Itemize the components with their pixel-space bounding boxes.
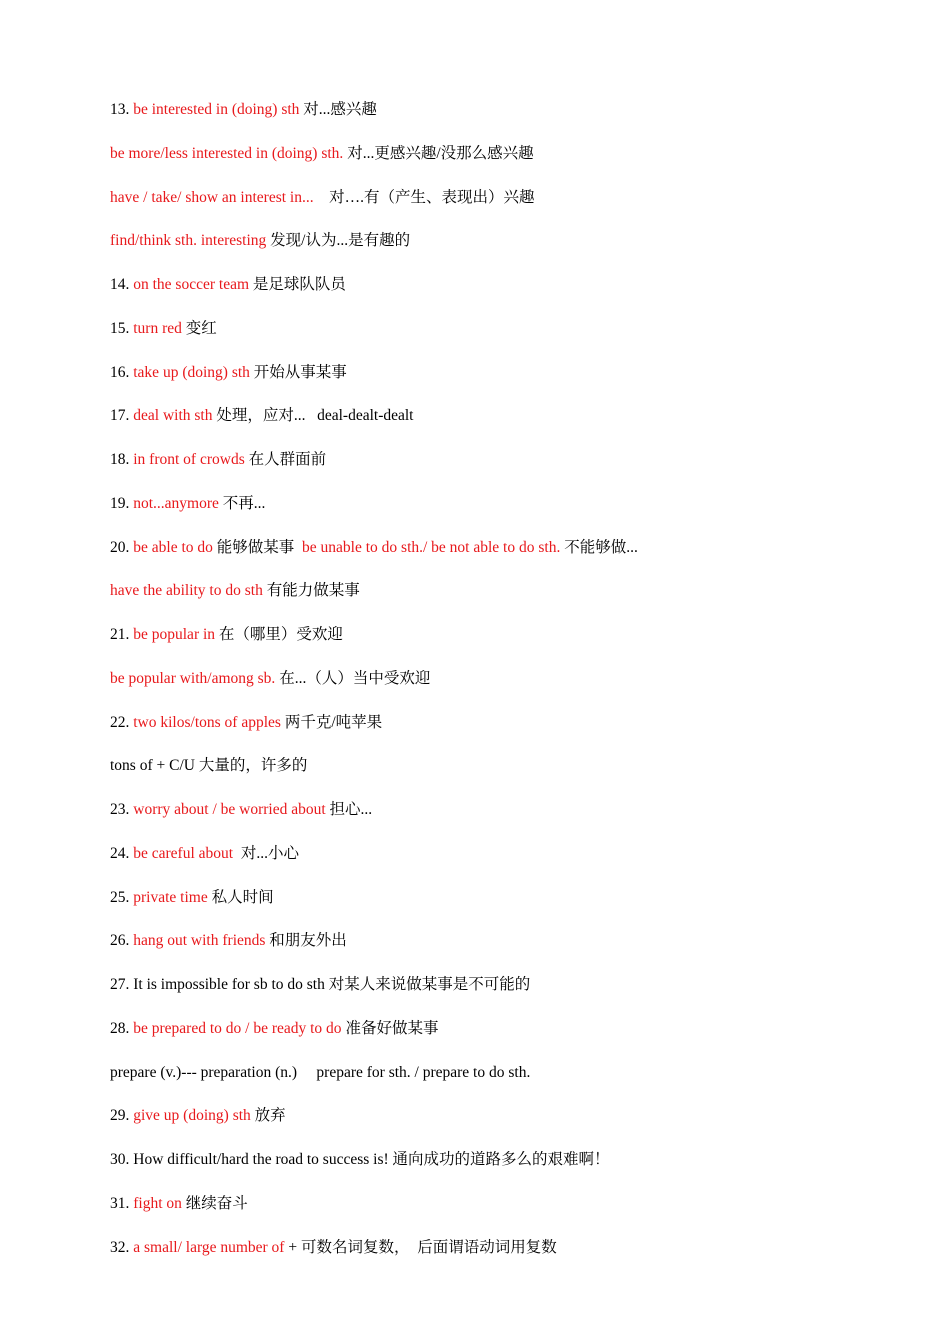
phrase-line: [110, 405, 890, 449]
phrase-highlight: give up (doing) sth: [133, 1107, 251, 1125]
phrase-line: [110, 449, 890, 493]
phrase-text: 不能够做...: [560, 538, 638, 556]
phrase-highlight: be able to do: [133, 538, 213, 556]
phrase-text: tons of + C/U 大量的，许多的: [110, 757, 308, 775]
phrase-text: 能够做某事: [212, 538, 303, 556]
phrase-text: 31.: [110, 1194, 134, 1212]
phrase-text: prepare (v.)--- preparation (n.) prepare for sth. / prepare to do sth.: [110, 1063, 531, 1081]
phrase-highlight: be interested in (doing) sth: [133, 101, 300, 118]
phrase-line: [110, 143, 890, 187]
phrase-line: [110, 1193, 890, 1237]
phrase-line: [110, 493, 890, 537]
phrase-line: [110, 1149, 890, 1193]
phrase-highlight: take up (doing) sth: [133, 363, 250, 381]
phrase-highlight: fight on: [133, 1194, 182, 1212]
phrase-highlight: turn red: [133, 319, 182, 337]
phrase-line: [110, 974, 890, 1018]
phrase-highlight: be unable to do sth./ be not able to do sth.: [302, 538, 561, 556]
phrase-line: [110, 318, 890, 362]
phrase-text: 有能力做某事: [262, 582, 360, 600]
phrase-line: [110, 799, 890, 843]
phrase-highlight: be more/less interested in (doing) sth.: [110, 144, 344, 162]
phrase-line: [110, 274, 890, 318]
phrase-text: + 可数名词复数， 后面谓语动词用复数: [284, 1238, 557, 1256]
phrase-text: 13.: [110, 101, 134, 118]
phrase-highlight: worry about / be worried about: [133, 801, 326, 818]
phrase-text: 处理，应对... deal-dealt-dealt: [212, 407, 414, 425]
phrase-text: 对...更感兴趣/没那么感兴趣: [343, 144, 534, 162]
phrase-line: [110, 362, 890, 406]
phrase-text: 私人时间: [207, 888, 274, 906]
phrase-line: [110, 712, 890, 756]
phrase-text: 放弃: [250, 1107, 286, 1125]
phrase-text: 29.: [110, 1107, 134, 1125]
phrase-text: 24.: [110, 844, 134, 862]
phrase-line: [110, 1237, 890, 1281]
phrase-highlight: not...anymore: [133, 494, 219, 512]
phrase-line: [110, 1105, 890, 1149]
phrase-highlight: have / take/ show an interest in...: [110, 188, 314, 206]
phrase-line: [110, 1018, 890, 1062]
phrase-line: [110, 187, 890, 231]
phrase-text: 继续奋斗: [181, 1194, 248, 1212]
phrase-line: [110, 1062, 890, 1106]
phrase-highlight: be popular in: [133, 626, 216, 643]
phrase-text: 26.: [110, 932, 134, 950]
phrase-highlight: be careful about: [133, 844, 234, 862]
phrase-line: [110, 99, 890, 143]
phrase-text: 准备好做某事: [341, 1019, 439, 1037]
phrase-text: 对...小心: [233, 844, 299, 862]
phrase-line: [110, 624, 890, 668]
phrase-highlight: private time: [133, 888, 208, 906]
phrase-text: 不再...: [218, 494, 266, 512]
phrase-text: 开始从事某事: [249, 363, 347, 381]
phrase-highlight: have the ability to do sth: [110, 582, 263, 600]
phrase-text: 在（哪里）受欢迎: [215, 626, 343, 643]
phrase-text: 28.: [110, 1019, 134, 1037]
phrase-highlight: on the soccer team: [133, 276, 250, 293]
phrase-highlight: be popular with/among sb.: [110, 669, 276, 687]
phrase-text: 25.: [110, 888, 134, 906]
phrase-line: [110, 755, 890, 799]
phrase-text: 27. It is impossible for sb to do sth 对某人来说做某事是不可能的: [110, 976, 531, 993]
phrase-text: 22.: [110, 713, 134, 731]
phrase-text: 和朋友外出: [265, 932, 347, 950]
phrase-text: 32.: [110, 1238, 134, 1256]
phrase-line: [110, 668, 890, 712]
phrase-text: 14.: [110, 276, 134, 293]
phrase-text: 对….有（产生、表现出）兴趣: [313, 188, 535, 206]
phrase-text: 30. How difficult/hard the road to success is! 通向成功的道路多么的艰难啊！: [110, 1151, 610, 1168]
phrase-highlight: a small/ large number of: [133, 1238, 285, 1256]
phrase-line: [110, 843, 890, 887]
phrase-text: 变红: [181, 319, 217, 337]
phrase-text: 15.: [110, 319, 134, 337]
phrase-highlight: deal with sth: [133, 407, 213, 425]
phrase-text: 在...（人）当中受欢迎: [275, 669, 431, 687]
phrase-text: 23.: [110, 801, 134, 818]
phrase-text: 是足球队队员: [249, 276, 346, 293]
phrase-text: 18.: [110, 451, 134, 468]
phrase-highlight: find/think sth. interesting: [110, 232, 267, 250]
phrase-line: [110, 930, 890, 974]
phrase-highlight: be prepared to do / be ready to do: [133, 1019, 342, 1037]
phrase-text: 17.: [110, 407, 134, 425]
phrase-line: [110, 580, 890, 624]
phrase-text: 在人群面前: [244, 451, 327, 468]
phrase-highlight: hang out with friends: [133, 932, 266, 950]
phrase-line: [110, 887, 890, 931]
phrase-highlight: in front of crowds: [133, 451, 245, 468]
phrase-text: 21.: [110, 626, 134, 643]
phrase-text: 发现/认为...是有趣的: [266, 232, 411, 250]
phrase-line: [110, 230, 890, 274]
phrase-text: 19.: [110, 494, 134, 512]
phrase-list: [110, 99, 890, 1280]
phrase-highlight: two kilos/tons of apples: [133, 713, 281, 731]
phrase-line: [110, 537, 890, 581]
phrase-text: 担心...: [325, 801, 373, 818]
phrase-text: 对...感兴趣: [299, 101, 377, 118]
phrase-text: 16.: [110, 363, 134, 381]
phrase-text: 20.: [110, 538, 134, 556]
phrase-text: 两千克/吨苹果: [280, 713, 383, 731]
